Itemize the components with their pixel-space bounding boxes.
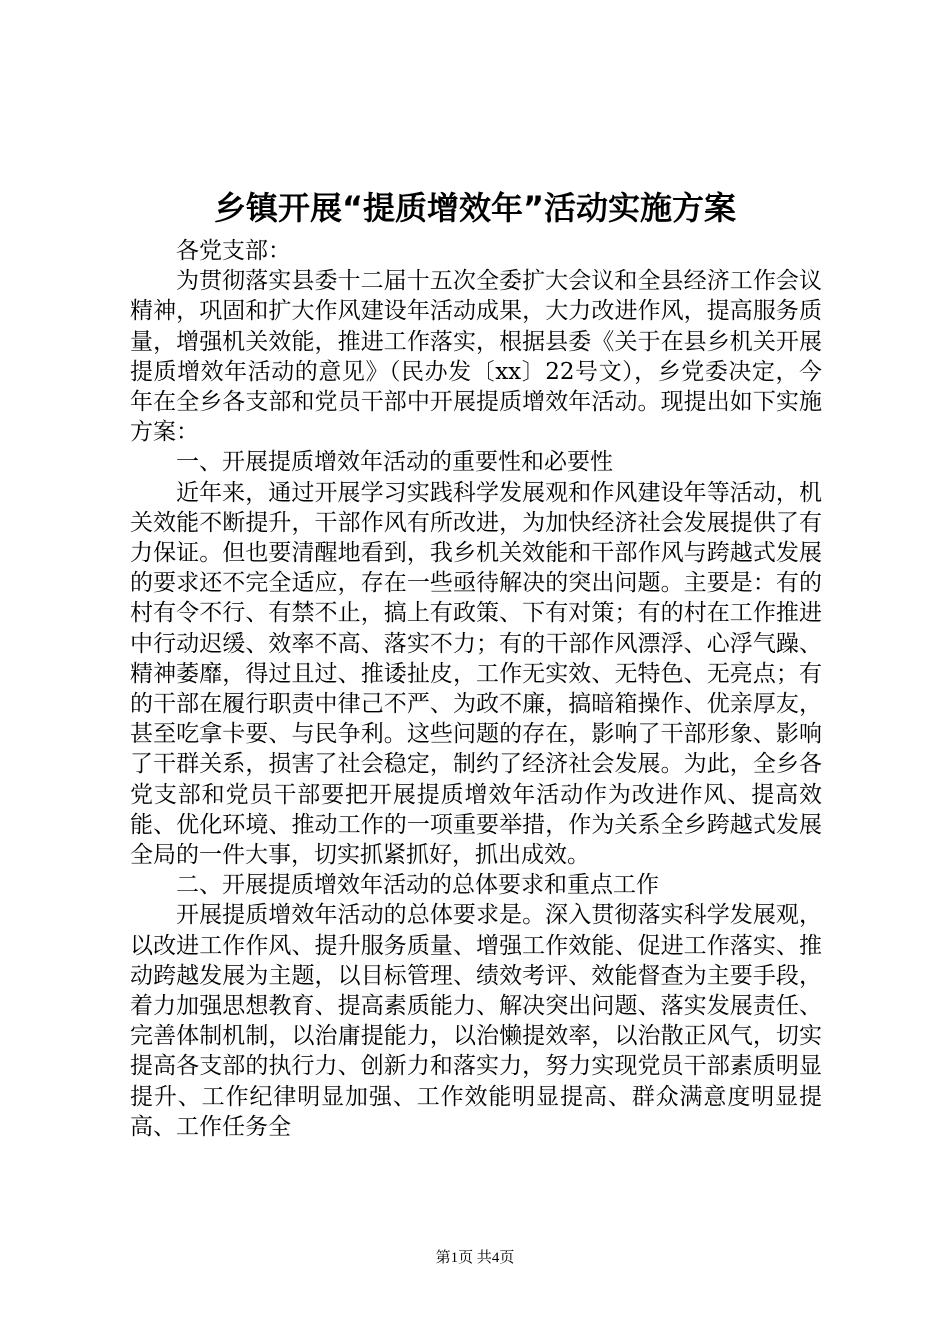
section-heading-2: 二、开展提质增效年活动的总体要求和重点工作 [176, 872, 659, 899]
intro-paragraph: 为贯彻落实县委十二届十五次全委扩大会议和全县经济工作会议精神，巩固和扩大作风建设年活动成果，大力改进作风，提高服务质量，增强机关效能，推进工作落实，根据县委《关于在县乡机关开展提质增效年活动的意见》（民办发〔xx〕22号文），乡党委决定，今年在全乡各支部和党员干部中开展提质增效年活动。现提出如下实施方案： [130, 268, 822, 446]
page-footer: 第1页 共4页 [435, 1250, 515, 1266]
salutation-paragraph: 各党支部： [176, 238, 291, 264]
section-2-paragraph: 开展提质增效年活动的总体要求是。深入贯彻落实科学发展观，以改进工作作风、提升服务质量、增强工作效能、促进工作落实、推动跨越发展为主题，以目标管理、绩效考评、效能督查为主要手段，着力加强思想教育、提高素质能力、解决突出问题、落实发展责任、完善体制机制，以治庸提能力，以治懒提效率，以治散正风气，切实提高各支部的执行力、创新力和落实力，努力实现党员干部素质明显提升、工作纪律明显加强、工作效能明显提高、群众满意度明显提高、工作任务全 [130, 902, 822, 1140]
document-title: 乡镇开展“提质增效年”活动实施方案 [213, 189, 737, 227]
section-1-paragraph: 近年来，通过开展学习实践科学发展观和作风建设年等活动，机关效能不断提升，干部作风有所改进，为加快经济社会发展提供了有力保证。但也要清醒地看到，我乡机关效能和干部作风与跨越式发展的要求还不完全适应，存在一些亟待解决的突出问题。主要是：有的村有令不行、有禁不止，搞上有政策、下有对策；有的村在工作推进中行动迟缓、效率不高、落实不力；有的干部作风漂浮、心浮气躁、精神萎靡，得过且过、推诿扯皮，工作无实效、无特色、无亮点；有的干部在履行职责中律己不严、为政不廉，搞暗箱操作、优亲厚友，甚至吃拿卡要、与民争利。这些问题的存在，影响了干部形象、影响了干群关系，损害了社会稳定，制约了经济社会发展。为此，全乡各党支部和党员干部要把开展提质增效年活动作为改进作风、提高效能、优化环境、推动工作的一项重要举措，作为关系全乡跨越式发展全局的一件大事，切实抓紧抓好，抓出成效。 [130, 479, 822, 869]
document-body [130, 236, 822, 1142]
section-heading-1: 一、开展提质增效年活动的重要性和必要性 [176, 449, 613, 476]
